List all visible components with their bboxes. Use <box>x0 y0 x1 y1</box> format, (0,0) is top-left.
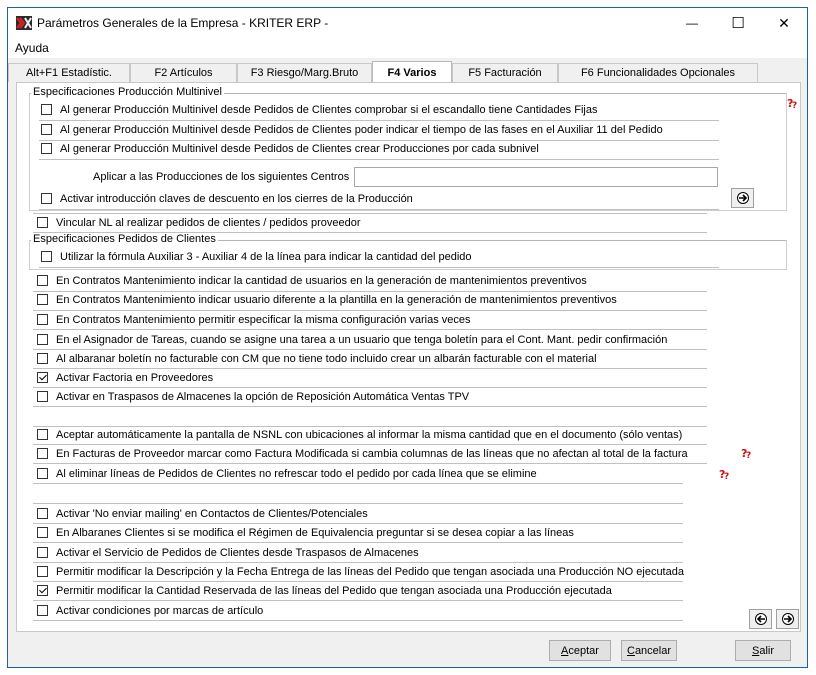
checkbox[interactable] <box>37 294 48 305</box>
checkbox[interactable] <box>37 605 48 616</box>
svg-text:?: ? <box>719 468 726 480</box>
block3-option-3[interactable] <box>37 544 419 561</box>
option-label: Vincular NL al realizar pedidos de clientes / pedidos proveedor <box>56 216 361 229</box>
checkbox[interactable] <box>37 314 48 325</box>
prod-option-3[interactable] <box>41 140 539 157</box>
row-separator <box>33 406 707 407</box>
aceptar-mnemonic: A <box>561 644 569 657</box>
salir-label: alir <box>759 644 774 657</box>
option-label: Aceptar automáticamente la pantalla de NSNL con ubicaciones al informar la misma cantidad que en el documento (sólo ventas) <box>56 428 683 441</box>
row-separator <box>33 213 707 214</box>
block2-option-3[interactable] <box>37 465 537 482</box>
centros-label: Aplicar a las Producciones de los siguientes Centros <box>93 171 350 183</box>
kriter-app-icon <box>16 16 32 30</box>
block3-option-2[interactable] <box>37 524 574 541</box>
tab-facturacion[interactable]: F5 Facturación <box>452 63 558 82</box>
option-label: Permitir modificar la Descripción y la Fecha Entrega de las líneas del Pedido que tengan asociada una Producción NO ejecutada <box>56 565 684 578</box>
option-label: Utilizar la fórmula Auxiliar 3 - Auxiliar 4 de la línea para indicar la cantidad del pedido <box>60 250 472 263</box>
main-window <box>7 7 808 668</box>
block3-option-4[interactable] <box>37 563 684 580</box>
next-page-button[interactable] <box>776 609 799 629</box>
checkbox[interactable] <box>41 124 52 135</box>
tab-strip <box>8 61 807 83</box>
checkbox[interactable] <box>37 353 48 364</box>
block1-option-3[interactable] <box>37 311 471 328</box>
prod-option-2[interactable] <box>41 121 663 138</box>
aceptar-label: ceptar <box>568 644 599 657</box>
close-button[interactable] <box>761 8 807 38</box>
checkbox[interactable] <box>41 104 52 115</box>
maximize-icon: ☐ <box>731 15 745 32</box>
row-separator <box>33 329 707 330</box>
block1-option-4[interactable] <box>37 331 667 348</box>
row-separator <box>39 267 719 268</box>
help-question-icon[interactable] <box>786 97 800 109</box>
svg-text:?: ? <box>741 447 748 459</box>
option-label: En Facturas de Proveedor marcar como Factura Modificada si cambia columnas de las líneas que no afectan al total de la factura <box>56 447 688 460</box>
prev-page-button[interactable] <box>749 609 772 629</box>
window-title: Parámetros Generales de la Empresa - KRITER ERP - <box>37 16 329 30</box>
block2-option-1[interactable] <box>37 426 682 443</box>
option-label: Activar Factoria en Proveedores <box>56 371 214 384</box>
help-question-icon[interactable] <box>718 468 732 480</box>
block3-option-1[interactable] <box>37 505 368 522</box>
block1-option-1[interactable] <box>37 272 587 289</box>
checkbox[interactable] <box>37 217 48 228</box>
tab-estadistic[interactable]: Alt+F1 Estadístic. <box>8 63 130 82</box>
option-label: Activar condiciones por marcas de artículo <box>56 604 264 617</box>
row-separator <box>33 600 683 601</box>
row-separator <box>39 209 719 210</box>
row-separator <box>39 159 719 160</box>
tab-varios[interactable]: F4 Varios <box>372 61 452 83</box>
option-label: Activar el Servicio de Pedidos de Clientes desde Traspasos de Almacenes <box>56 546 419 559</box>
checkbox[interactable] <box>41 193 52 204</box>
cancelar-label: ancelar <box>634 644 672 657</box>
help-question-icon[interactable] <box>740 447 754 459</box>
option-label: Activar en Traspasos de Almacenes la opción de Reposición Automática Ventas TPV <box>56 390 470 403</box>
option-label: Activar introducción claves de descuento en los cierres de la Producción <box>60 192 413 205</box>
arrow-right-icon <box>736 192 750 204</box>
checkbox[interactable] <box>37 391 48 402</box>
block3-option-6[interactable] <box>37 602 263 619</box>
arrow-left-icon <box>754 613 768 625</box>
vincular-nl-option[interactable] <box>37 214 361 231</box>
checkbox[interactable] <box>37 429 48 440</box>
group-title-produccion: Especificaciones Producción Multinivel <box>33 86 222 98</box>
salir-button[interactable] <box>735 640 791 661</box>
centros-input[interactable] <box>354 167 718 187</box>
close-icon: ✕ <box>778 14 790 31</box>
tab-articulos[interactable]: F2 Artículos <box>130 63 237 82</box>
option-label: En Contratos Mantenimiento permitir especificar la misma configuración varias veces <box>56 313 471 326</box>
checkbox[interactable] <box>37 448 48 459</box>
block2-option-2[interactable] <box>37 445 688 462</box>
checkbox-checked[interactable] <box>37 372 48 383</box>
svg-text:?: ? <box>792 101 798 109</box>
checkbox[interactable] <box>37 334 48 345</box>
tab-riesgo[interactable]: F3 Riesgo/Marg.Bruto <box>237 63 372 82</box>
checkbox[interactable] <box>37 468 48 479</box>
checkbox[interactable] <box>37 508 48 519</box>
option-label: En el Asignador de Tareas, cuando se asigne una tarea a un usuario que tenga boletín para el Cont. Mant. pedir confirmación <box>56 333 668 346</box>
checkbox-checked[interactable] <box>37 585 48 596</box>
prod-option-1[interactable] <box>41 101 597 118</box>
cancelar-button[interactable] <box>621 640 677 661</box>
arrow-right-icon <box>781 613 795 625</box>
prod-option-descuento[interactable] <box>41 190 413 207</box>
checkbox[interactable] <box>41 251 52 262</box>
menu-bar <box>8 38 807 58</box>
tab-content-panel <box>16 82 801 632</box>
centros-next-button[interactable] <box>731 188 754 208</box>
block3-option-5[interactable] <box>37 582 612 599</box>
row-separator <box>33 542 683 543</box>
tab-funcionalidades[interactable]: F6 Funcionalidades Opcionales <box>558 63 758 82</box>
option-label: Al generar Producción Multinivel desde Pedidos de Clientes crear Producciones por cada subnivel <box>60 142 539 155</box>
maximize-button[interactable] <box>715 8 761 38</box>
minimize-button[interactable] <box>669 8 715 38</box>
option-label: En Albaranes Clientes si se modifica el Régimen de Equivalencia preguntar si se desea copiar a las líneas <box>56 526 574 539</box>
option-label: En Contratos Mantenimiento indicar usuario diferente a la plantilla en la generación de mantenimientos preventivos <box>56 293 617 306</box>
option-label: Al albaranar boletín no facturable con CM que no tiene todo incluido crear un albarán facturable con el material <box>56 352 597 365</box>
option-label: Al generar Producción Multinivel desde Pedidos de Clientes poder indicar el tiempo de las fases en el Auxiliar 11 del Pedido <box>60 123 663 136</box>
aceptar-button[interactable] <box>549 640 611 661</box>
row-separator <box>33 483 683 484</box>
row-separator <box>33 463 707 464</box>
option-label: Al generar Producción Multinivel desde Pedidos de Clientes comprobar si el escandallo tiene Cantidades Fijas <box>60 103 598 116</box>
menu-ayuda[interactable]: Ayuda <box>15 41 49 55</box>
svg-text:?: ? <box>724 472 730 480</box>
row-separator <box>33 503 683 504</box>
block1-option-6[interactable] <box>37 369 213 386</box>
block1-option-5[interactable] <box>37 350 597 367</box>
group-title-pedidos: Especificaciones Pedidos de Clientes <box>33 233 216 245</box>
row-separator <box>33 620 683 621</box>
pedidos-formula-option[interactable] <box>41 248 472 265</box>
checkbox[interactable] <box>37 566 48 577</box>
salir-mnemonic: S <box>751 644 760 657</box>
checkbox[interactable] <box>41 143 52 154</box>
checkbox[interactable] <box>37 527 48 538</box>
option-label: Permitir modificar la Cantidad Reservada de las líneas del Pedido que tengan asociada una Producción ejecutada <box>56 584 612 597</box>
option-label: Activar 'No enviar mailing' en Contactos de Clientes/Potenciales <box>56 507 368 520</box>
checkbox[interactable] <box>37 275 48 286</box>
option-label: Al eliminar líneas de Pedidos de Clientes no refrescar todo el pedido por cada línea que se elimine <box>56 467 537 480</box>
svg-text:?: ? <box>746 451 752 459</box>
minimize-icon: — <box>686 16 698 30</box>
option-label: En Contratos Mantenimiento indicar la cantidad de usuarios en la generación de mantenimientos preventivos <box>56 274 587 287</box>
checkbox[interactable] <box>37 547 48 558</box>
cancelar-mnemonic: C <box>626 644 635 657</box>
svg-text:?: ? <box>787 97 794 109</box>
title-bar <box>8 8 807 38</box>
block1-option-7[interactable] <box>37 388 469 405</box>
block1-option-2[interactable] <box>37 291 617 308</box>
